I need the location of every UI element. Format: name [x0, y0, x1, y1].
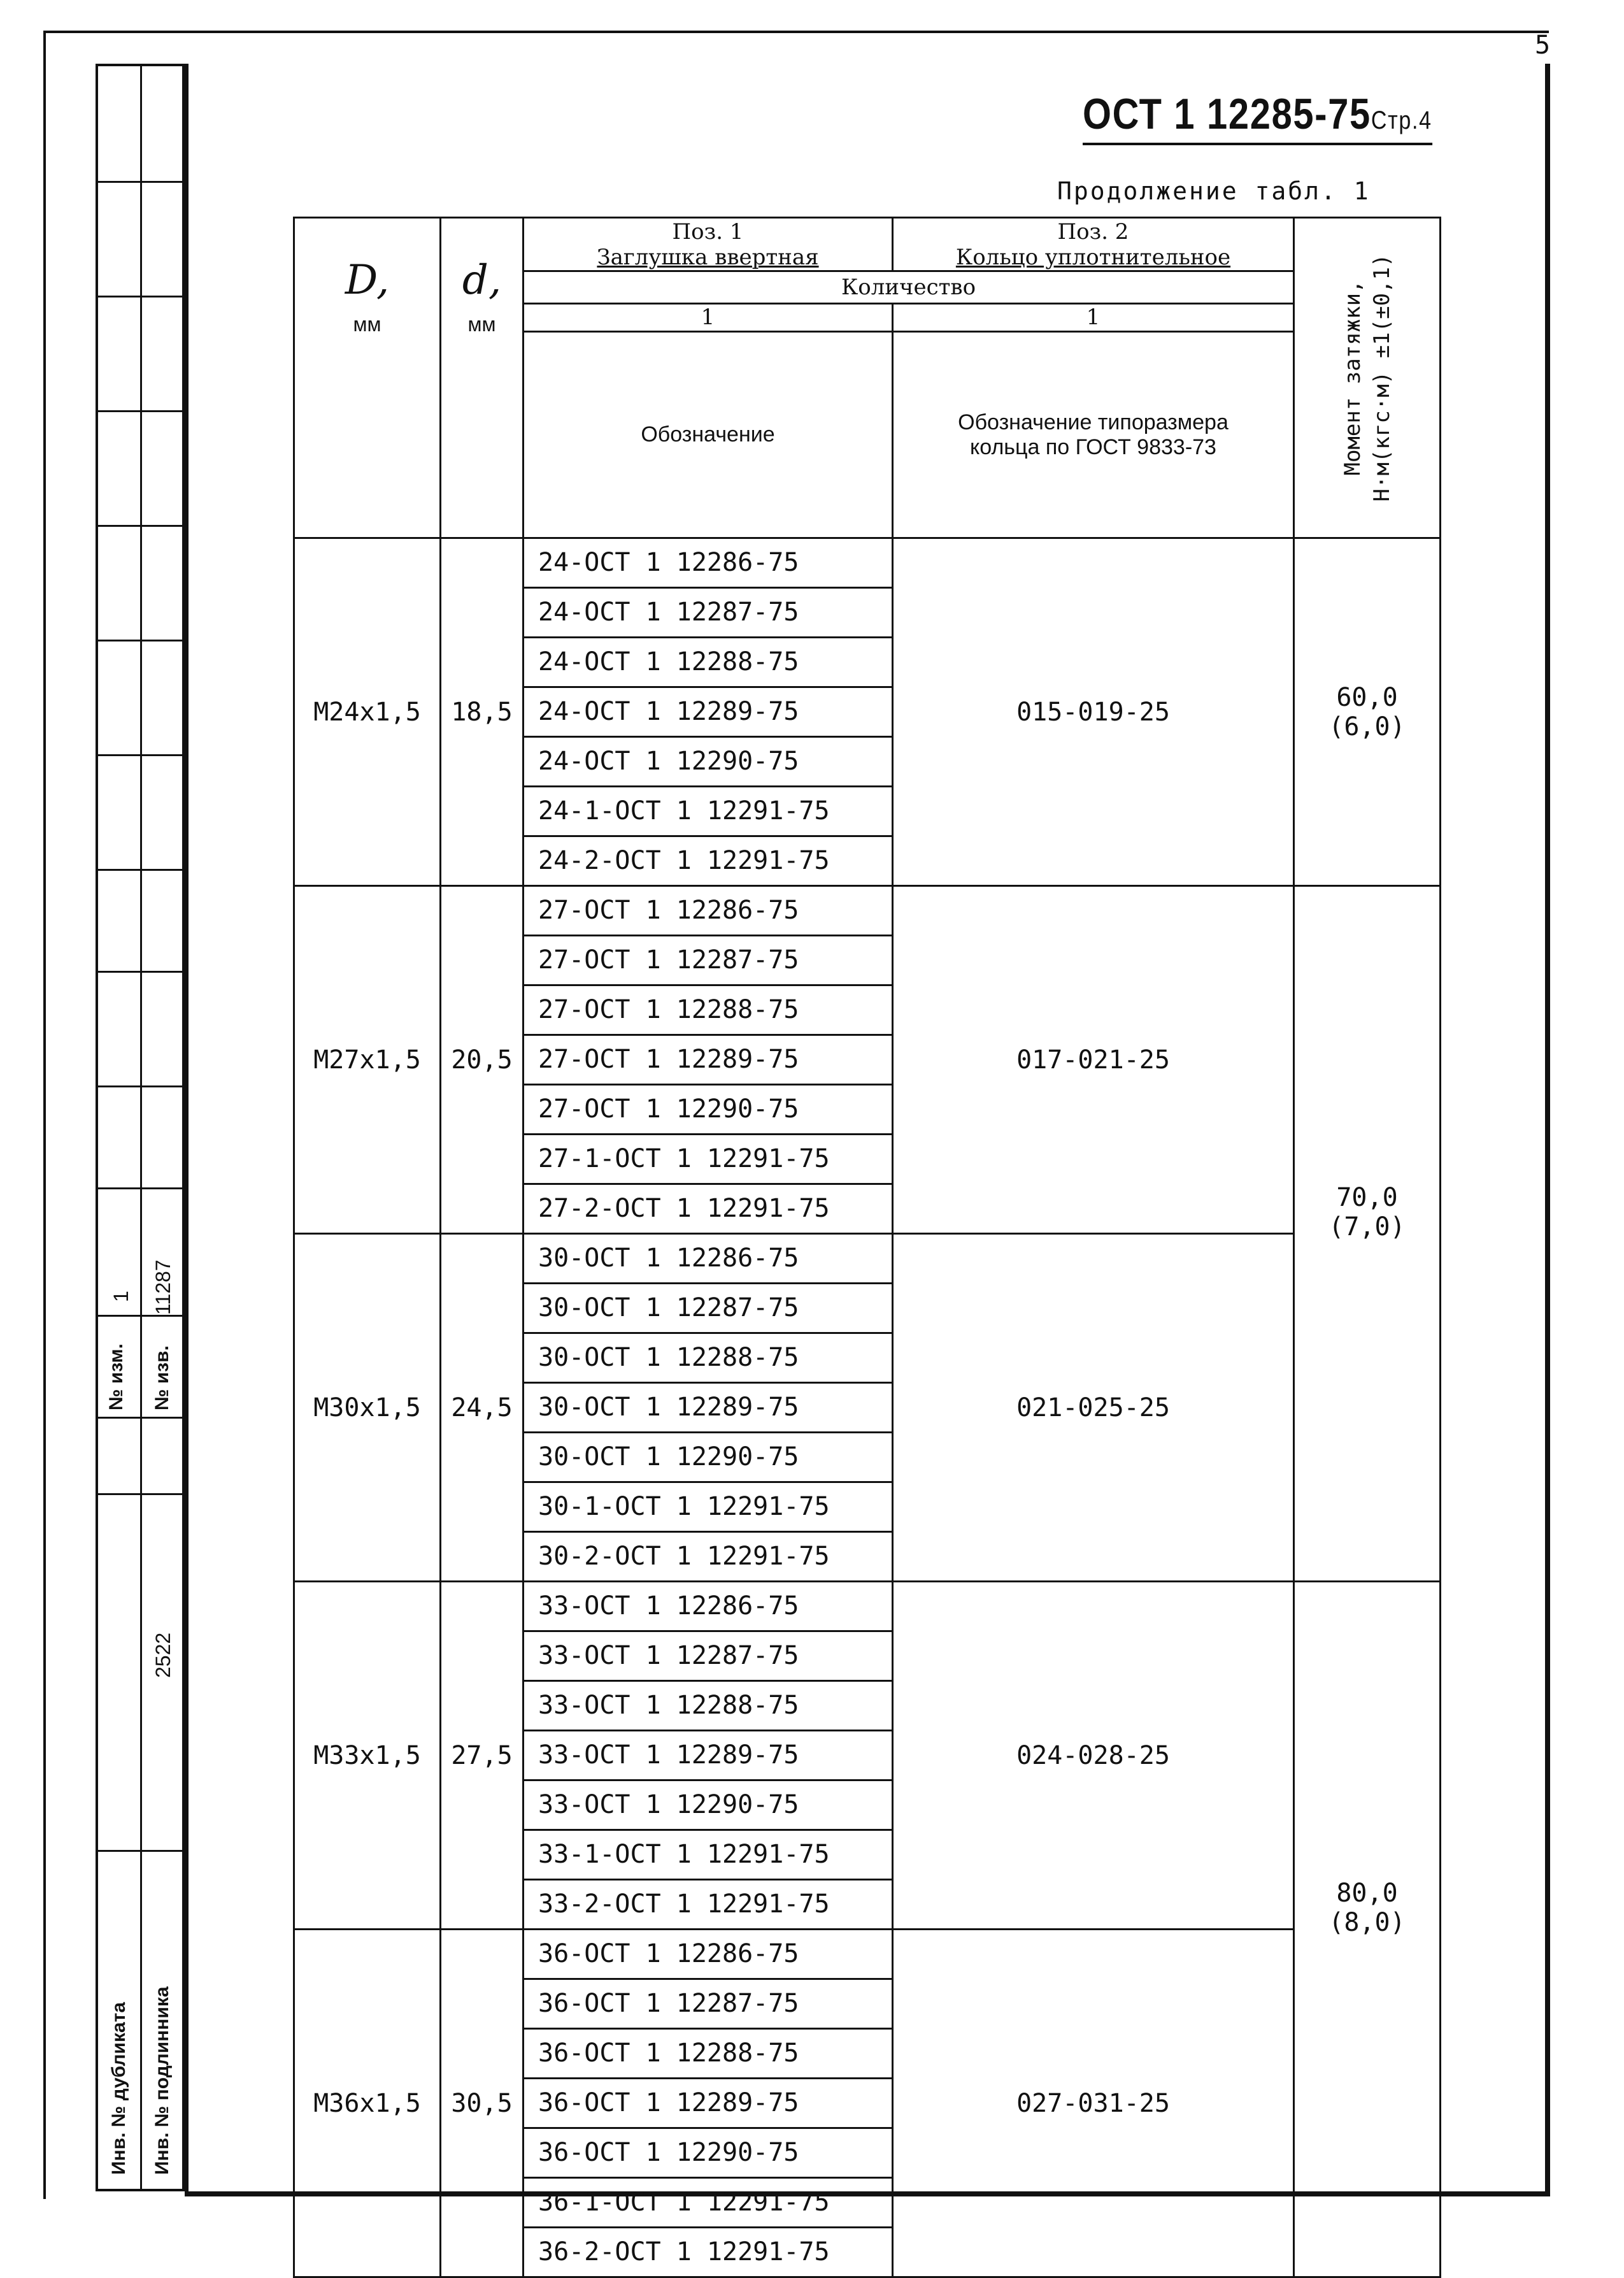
plug-designation-cell: 27-ОСТ 1 12287-75 — [524, 936, 893, 985]
plug-designation-cell: 30-ОСТ 1 12289-75 — [524, 1383, 893, 1433]
ring-size-cell: 027-031-25 — [893, 1930, 1294, 2277]
plug-designation-cell: 27-ОСТ 1 12288-75 — [524, 985, 893, 1035]
duplicate-number-value: 2522 — [152, 1632, 175, 1678]
ring-size-cell: 021-025-25 — [893, 1234, 1294, 1582]
inner-diameter-cell: 24,5 — [441, 1234, 524, 1582]
stamp-column — [96, 64, 185, 2191]
plug-designation-cell: 24-ОСТ 1 12288-75 — [524, 638, 893, 687]
change-number-label: № изм. — [106, 1343, 127, 1410]
header-D — [294, 218, 441, 538]
duplicate-number-label: Инв. № дубликата — [108, 2002, 129, 2175]
stamp-cell-line — [98, 1417, 187, 1419]
stamp-cell-line — [98, 640, 187, 641]
plug-designation-cell: 36-ОСТ 1 12288-75 — [524, 2029, 893, 2079]
D-unit: мм — [353, 313, 381, 336]
stamp-divider — [140, 66, 142, 2189]
plug-designation-cell: 36-ОСТ 1 12290-75 — [524, 2128, 893, 2178]
plug-designation-cell: 30-2-ОСТ 1 12291-75 — [524, 1532, 893, 1582]
torque-cell: 60,0 (6,0) — [1294, 538, 1441, 886]
pos1-quantity: 1 — [524, 303, 893, 332]
standard-number: ОСТ 1 12285-75 — [1083, 90, 1371, 138]
notice-number-value: 11287 — [152, 1259, 175, 1315]
stamp-cell-line — [98, 1493, 187, 1495]
plug-designation-cell: 24-ОСТ 1 12289-75 — [524, 687, 893, 737]
pos1-name: Заглушка ввертная — [597, 244, 819, 270]
inner-diameter-cell: 30,5 — [441, 1930, 524, 2277]
page-label: Стр.4 — [1371, 106, 1432, 134]
header-d — [441, 218, 524, 538]
plug-designation-cell: 30-ОСТ 1 12288-75 — [524, 1333, 893, 1383]
d-unit: мм — [467, 313, 496, 336]
D-symbol: D, — [345, 257, 390, 304]
stamp-cell-line — [98, 525, 187, 527]
torque-cell: 70,0 (7,0) — [1294, 886, 1441, 1582]
stamp-cell-line — [98, 971, 187, 973]
torque-label-line2: Н·м(кгс·м) ±1(±0,1) — [1369, 254, 1395, 502]
stamp-cell-line — [98, 181, 187, 183]
plug-designation-cell: 33-ОСТ 1 12289-75 — [524, 1731, 893, 1780]
stamp-cell-line — [98, 296, 187, 297]
plug-designation-cell: 33-2-ОСТ 1 12291-75 — [524, 1880, 893, 1930]
plug-designation-cell: 30-1-ОСТ 1 12291-75 — [524, 1482, 893, 1532]
plug-designation-cell: 24-2-ОСТ 1 12291-75 — [524, 836, 893, 886]
pos2-quantity: 1 — [893, 303, 1294, 332]
plug-designation-cell: 24-1-ОСТ 1 12291-75 — [524, 787, 893, 836]
fittings-table — [293, 217, 1441, 2278]
plug-designation-cell: 27-2-ОСТ 1 12291-75 — [524, 1184, 893, 1234]
stamp-cell-line — [98, 1315, 187, 1317]
plug-designation-cell: 33-ОСТ 1 12286-75 — [524, 1582, 893, 1631]
quantity-label: Количество — [524, 271, 1294, 304]
original-number-label: Инв. № подлинника — [152, 1986, 173, 2175]
plug-designation-cell: 33-ОСТ 1 12288-75 — [524, 1681, 893, 1731]
d-symbol: d, — [462, 257, 502, 304]
inner-diameter-cell: 27,5 — [441, 1582, 524, 1930]
plug-designation-cell: 27-1-ОСТ 1 12291-75 — [524, 1135, 893, 1184]
standard-title — [1083, 89, 1432, 145]
table-row — [294, 1582, 1441, 1631]
pos2-name: Кольцо уплотнительное — [955, 244, 1231, 270]
header-torque — [1294, 218, 1441, 538]
plug-designation-cell: 24-ОСТ 1 12290-75 — [524, 737, 893, 787]
plug-designation-cell: 33-1-ОСТ 1 12291-75 — [524, 1830, 893, 1880]
plug-designation-cell: 33-ОСТ 1 12287-75 — [524, 1631, 893, 1681]
ring-size-cell: 015-019-25 — [893, 538, 1294, 886]
plug-designation-cell: 24-ОСТ 1 12286-75 — [524, 538, 893, 588]
plug-designation-cell: 36-2-ОСТ 1 12291-75 — [524, 2228, 893, 2277]
inner-diameter-cell: 20,5 — [441, 886, 524, 1234]
notice-number-label: № изв. — [152, 1345, 173, 1410]
header-pos1 — [524, 218, 893, 271]
table-row — [294, 538, 1441, 588]
pos2-column-label-line2: кольца по ГОСТ 9833-73 — [970, 434, 1216, 459]
plug-designation-cell: 33-ОСТ 1 12290-75 — [524, 1780, 893, 1830]
table-row — [294, 1930, 1441, 1979]
plug-designation-cell: 36-1-ОСТ 1 12291-75 — [524, 2178, 893, 2228]
stamp-cell-line — [98, 869, 187, 871]
plug-designation-cell: 27-ОСТ 1 12286-75 — [524, 886, 893, 936]
header-pos2 — [893, 218, 1294, 271]
plug-designation-cell: 27-ОСТ 1 12289-75 — [524, 1035, 893, 1085]
change-number-value: 1 — [110, 1291, 132, 1302]
plug-designation-cell: 36-ОСТ 1 12289-75 — [524, 2079, 893, 2128]
stamp-cell-line — [98, 1850, 187, 1852]
pos2-title: Поз. 2 — [1057, 218, 1129, 245]
inner-diameter-cell: 18,5 — [441, 538, 524, 886]
torque-cell: 80,0 (8,0) — [1294, 1582, 1441, 2277]
pos1-title: Поз. 1 — [672, 218, 744, 245]
plug-designation-cell: 24-ОСТ 1 12287-75 — [524, 588, 893, 638]
thread-size-cell: М33х1,5 — [294, 1582, 441, 1930]
thread-size-cell: М24х1,5 — [294, 538, 441, 886]
plug-designation-cell: 30-ОСТ 1 12286-75 — [524, 1234, 893, 1284]
pos2-column-label-line1: Обозначение типоразмера — [958, 410, 1229, 434]
page-number: 5 — [1535, 31, 1551, 60]
table-row — [294, 886, 1441, 936]
pos2-column-label — [893, 332, 1294, 538]
plug-designation-cell: 36-ОСТ 1 12287-75 — [524, 1979, 893, 2029]
stamp-cell-line — [98, 754, 187, 756]
stamp-cell-line — [98, 1187, 187, 1189]
plug-designation-cell: 30-ОСТ 1 12287-75 — [524, 1284, 893, 1333]
thread-size-cell: М36х1,5 — [294, 1930, 441, 2277]
table-continuation-caption: Продолжение табл. 1 — [1057, 177, 1371, 205]
thread-size-cell: М27х1,5 — [294, 886, 441, 1234]
ring-size-cell: 017-021-25 — [893, 886, 1294, 1234]
plug-designation-cell: 27-ОСТ 1 12290-75 — [524, 1085, 893, 1135]
torque-label-line1: Момент затяжки, — [1339, 280, 1365, 476]
table-row — [294, 1234, 1441, 1284]
plug-designation-cell: 30-ОСТ 1 12290-75 — [524, 1433, 893, 1482]
stamp-cell-line — [98, 410, 187, 412]
plug-designation-cell: 36-ОСТ 1 12286-75 — [524, 1930, 893, 1979]
thread-size-cell: М30х1,5 — [294, 1234, 441, 1582]
stamp-cell-line — [98, 1085, 187, 1087]
pos1-column-label: Обозначение — [524, 332, 893, 538]
ring-size-cell: 024-028-25 — [893, 1582, 1294, 1930]
